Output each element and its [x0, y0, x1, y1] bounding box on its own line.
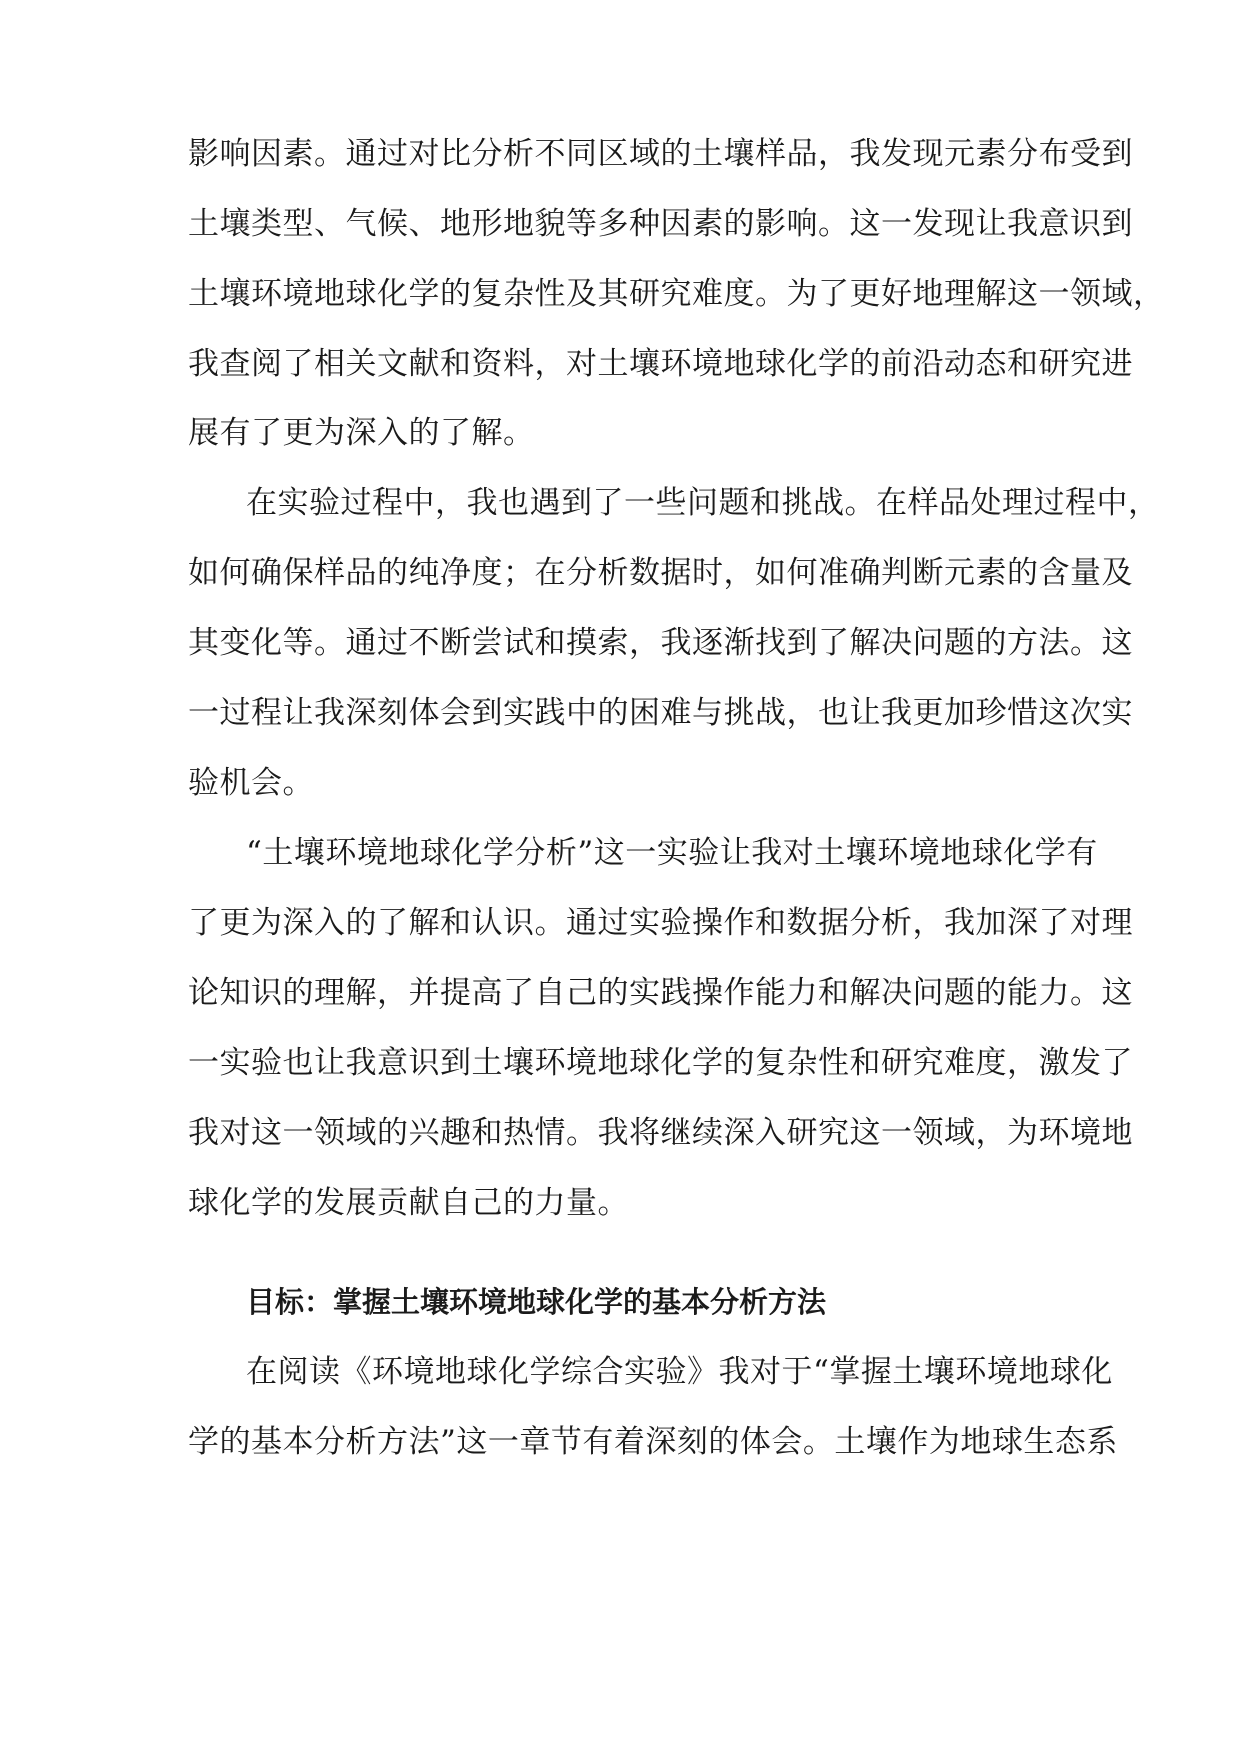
text-line: 验机会。: [188, 765, 314, 801]
text-line: 我对这一领域的兴趣和热情。我将继续深入研究这一领域，为环境地: [188, 1115, 1133, 1151]
text-line: 球化学的发展贡献自己的力量。: [188, 1185, 629, 1221]
text-line: 其变化等。通过不断尝试和摸索，我逐渐找到了解决问题的方法。这: [188, 625, 1133, 661]
text-line: 一实验也让我意识到土壤环境地球化学的复杂性和研究难度，激发了: [188, 1045, 1133, 1081]
text-line: 影响因素。通过对比分析不同区域的土壤样品，我发现元素分布受到: [188, 136, 1133, 172]
text-line: 论知识的理解，并提高了自己的实践操作能力和解决问题的能力。这: [188, 975, 1133, 1011]
text-line: 在阅读《环境地球化学综合实验》我对于“掌握土壤环境地球化: [246, 1354, 1113, 1390]
text-line: 我查阅了相关文献和资料，对土壤环境地球化学的前沿动态和研究进: [188, 346, 1133, 382]
text-line: 学的基本分析方法”这一章节有着深刻的体会。土壤作为地球生态系: [188, 1424, 1118, 1460]
text-line: 如何确保样品的纯净度；在分析数据时，如何准确判断元素的含量及: [188, 555, 1133, 591]
text-line: 一过程让我深刻体会到实践中的困难与挑战，也让我更加珍惜这次实: [188, 695, 1133, 731]
text-line: 了更为深入的了解和认识。通过实验操作和数据分析，我加深了对理: [188, 905, 1133, 941]
text-line: 在实验过程中，我也遇到了一些问题和挑战。在样品处理过程中，: [246, 485, 1160, 521]
section-heading: 目标：掌握土壤环境地球化学的基本分析方法: [246, 1285, 827, 1319]
text-line: 展有了更为深入的了解。: [188, 415, 535, 451]
text-line: 土壤环境地球化学的复杂性及其研究难度。为了更好地理解这一领域，: [188, 276, 1165, 312]
text-line: 土壤类型、气候、地形地貌等多种因素的影响。这一发现让我意识到: [188, 206, 1133, 242]
text-line: “土壤环境地球化学分析”这一实验让我对土壤环境地球化学有: [246, 835, 1098, 871]
